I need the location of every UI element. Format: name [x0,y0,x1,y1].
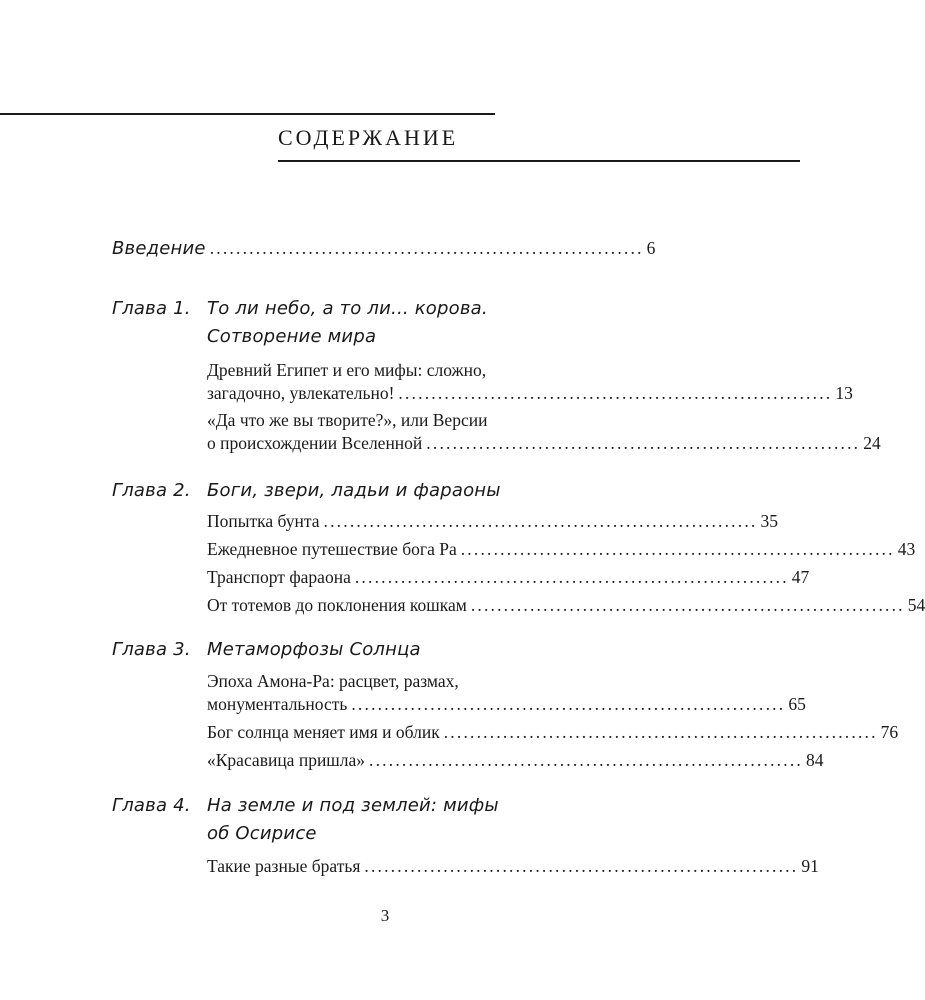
leader-dots: .................................................................. [354,567,789,587]
toc-entry-label: Такие разные братья [207,856,361,876]
toc-entry[interactable] [207,565,810,589]
toc-entry-label: «Красавица пришла» [207,750,366,770]
toc-entry-line: Эпоха Амона-Ра: расцвет, размах, [207,671,459,691]
toc-page-number: 84 [805,750,824,770]
toc-entry[interactable] [207,593,925,617]
toc-entry-label: о происхождении Вселенной [207,433,423,453]
toc-page-number: 43 [897,539,916,559]
toc-entry-label: загадочно, увлекательно! [207,383,395,403]
chapter-label: Глава 3. [112,639,191,660]
chapter-label: Глава 2. [112,480,191,501]
toc-page-number: 13 [835,383,853,403]
toc-entry-label: Попытка бунта [207,511,320,531]
toc-page-number: 47 [791,567,810,587]
toc-page-number: 6 [646,238,656,258]
toc-entry-label: Ежедневное путешествие бога Ра [207,539,457,559]
page-number: 3 [380,906,390,925]
toc-entry[interactable] [207,692,806,716]
leader-dots: .................................................................. [351,694,786,714]
leader-dots: .................................................................. [460,539,895,559]
chapter-title-line: Сотворение мира [207,326,377,347]
leader-dots: .................................................................. [369,750,803,770]
toc-entry-label: Бог солнца меняет имя и облик [207,722,440,742]
toc-entry[interactable] [207,431,881,455]
chapter-title-line: Боги, звери, ладьи и фараоны [207,480,501,501]
toc-entry[interactable] [207,537,916,561]
chapter-label: Глава 4. [112,795,191,816]
toc-entry-label: монументальность [207,694,348,714]
page-title: СОДЕРЖАНИЕ [278,125,459,150]
toc-page-number: 91 [801,856,819,876]
toc-entry-line: «Да что же вы творите?», или Версии [207,410,488,430]
header-rule-bottom [278,160,800,162]
toc-entry-intro[interactable] [112,236,654,261]
toc-page-number: 24 [863,433,881,453]
leader-dots: .................................................................. [323,511,758,531]
leader-dots: .................................................................. [443,722,878,742]
chapter-title-line: На земле и под землей: мифы [207,795,499,816]
chapter-label: Глава 1. [112,298,191,319]
toc-entry[interactable] [207,748,824,772]
leader-dots: .................................................................. [209,238,644,258]
leader-dots: .................................................................. [426,433,861,453]
toc-entry-line: Древний Египет и его мифы: сложно, [207,360,487,380]
toc-entry[interactable] [207,509,778,533]
toc-entry[interactable] [207,381,853,405]
leader-dots: .................................................................. [470,595,905,615]
chapter-title-line: То ли небо, а то ли... корова. [207,298,488,319]
chapter-title-line: об Осирисе [207,823,317,844]
toc-page-number: 76 [880,722,899,742]
toc-entry-label: Транспорт фараона [207,567,351,587]
toc-entry-label: Введение [112,238,206,259]
toc-page-number: 65 [788,694,806,714]
toc-entry[interactable] [207,854,819,878]
toc-page-number: 35 [760,511,778,531]
toc-page-number: 54 [907,595,925,615]
header-rule-top [0,113,495,115]
toc-entry[interactable] [207,720,899,744]
leader-dots: .................................................................. [364,856,799,876]
leader-dots: .................................................................. [398,383,833,403]
toc-entry-label: От тотемов до поклонения кошкам [207,595,467,615]
chapter-title-line: Метаморфозы Солнца [207,639,421,660]
